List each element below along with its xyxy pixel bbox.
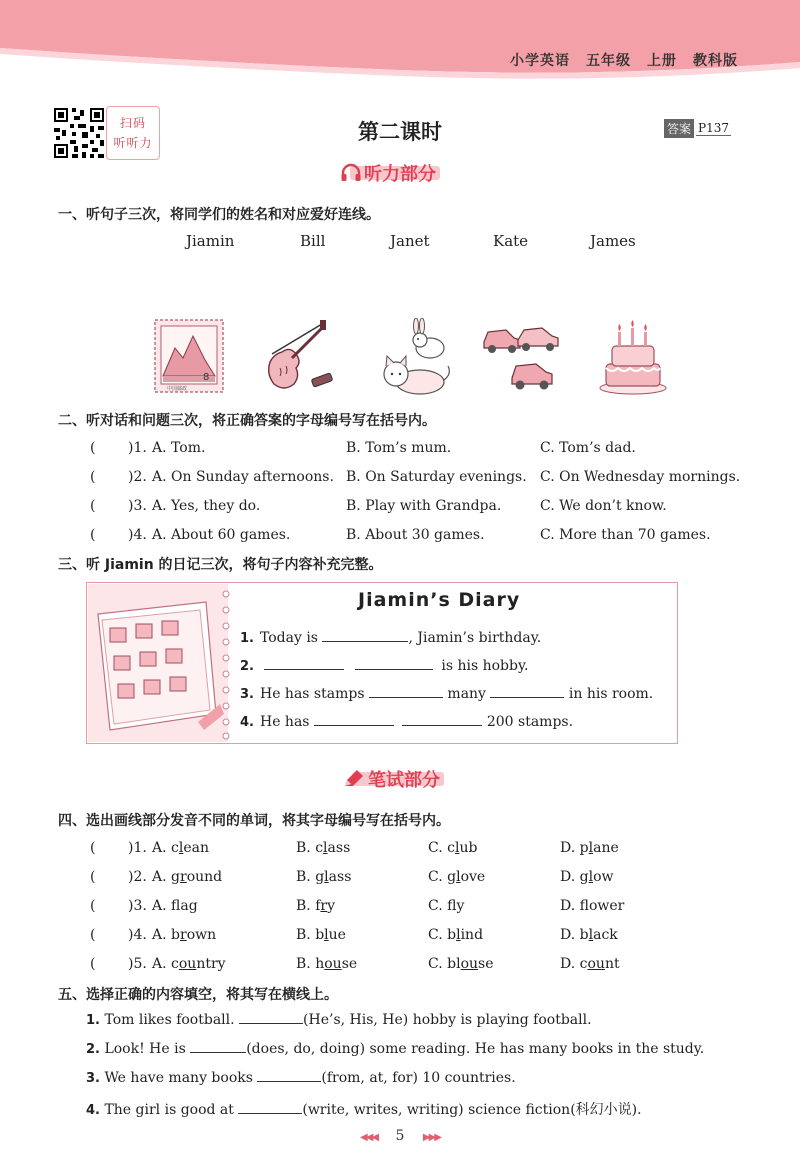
word-part: g xyxy=(447,869,457,885)
svg-text:中国邮政: 中国邮政 xyxy=(167,386,188,392)
line-text: in his room. xyxy=(568,686,654,702)
option-letter: C. xyxy=(428,840,448,856)
word-part: f xyxy=(171,898,181,914)
option-letter: C. xyxy=(428,956,448,972)
underlined-letters: l xyxy=(456,869,461,885)
q2-option: C. Tom’s dad. xyxy=(540,440,636,456)
q5-item-4 xyxy=(86,1099,642,1119)
line-text: He has xyxy=(259,714,310,730)
q4-paren[interactable]: ( xyxy=(90,956,96,972)
headphones-icon xyxy=(340,163,362,183)
volume-label: 上册 xyxy=(647,53,677,69)
writing-section-title xyxy=(342,766,440,792)
word-part: ub xyxy=(459,840,478,856)
line-text: , Jiamin’s birthday. xyxy=(408,630,542,646)
name-janet: Janet xyxy=(390,232,430,250)
item-text: We have many books xyxy=(104,1070,253,1086)
option-letter: C. xyxy=(428,927,448,943)
word-part: c xyxy=(447,840,455,856)
q5-heading: 五、选择正确的内容填空，将其写在横线上。 xyxy=(58,987,338,1003)
word-part: own xyxy=(186,927,217,943)
word-part: f xyxy=(579,898,589,914)
item-text: (He’s, His, He) hobby is playing football. xyxy=(303,1012,592,1028)
item-text: (write, writes, writing) science fiction(科幻小说). xyxy=(302,1102,642,1118)
q4-option xyxy=(560,898,624,914)
option-letter: A. xyxy=(152,840,172,856)
q2-option: A. About 60 games. xyxy=(152,527,291,543)
q2-option: A. On Sunday afternoons. xyxy=(152,469,334,485)
violin-image xyxy=(262,318,342,392)
word-part: bl xyxy=(447,956,461,972)
q2-paren[interactable]: ( xyxy=(90,440,96,456)
underlined-letters: l xyxy=(588,840,594,856)
q4-item-num: )2. xyxy=(128,869,147,885)
word-part: c xyxy=(171,840,179,856)
underlined-letters: ou xyxy=(460,956,479,972)
line-number: 3. xyxy=(240,687,254,702)
underlined-letters: l xyxy=(324,869,329,885)
cake-image xyxy=(598,318,668,396)
q4-item-num: )3. xyxy=(128,898,147,914)
q4-option xyxy=(560,869,614,885)
word-part: g xyxy=(579,869,589,885)
line-text: He has stamps xyxy=(259,686,365,702)
q4-option xyxy=(152,840,209,856)
answer-blank[interactable] xyxy=(239,1023,303,1024)
edition-label: 教科版 xyxy=(693,53,738,69)
q2-option: C. On Wednesday mornings. xyxy=(540,469,741,485)
q4-paren[interactable]: ( xyxy=(90,927,96,943)
word-part: g xyxy=(171,869,180,885)
answer-page: P137 xyxy=(698,121,729,135)
q4-option xyxy=(428,956,494,972)
q2-option: B. Tom’s mum. xyxy=(346,440,452,456)
item-text: Look! He is xyxy=(104,1041,186,1057)
word-part: ove xyxy=(460,869,486,885)
q3-heading: 三、听 Jiamin 的日记三次，将句子内容补充完整。 xyxy=(58,557,383,573)
q4-option xyxy=(296,956,357,972)
diary-line-2 xyxy=(240,658,528,674)
q5-item-2 xyxy=(86,1041,704,1057)
q4-heading: 四、选出画线部分发音不同的单词，将其字母编号写在括号内。 xyxy=(58,813,450,829)
word-part: y xyxy=(327,898,336,914)
word-part: f xyxy=(447,898,457,914)
q2-paren[interactable]: ( xyxy=(90,469,96,485)
q2-option: A. Tom. xyxy=(152,440,206,456)
option-letter: B. xyxy=(296,956,316,972)
name-bill: Bill xyxy=(300,232,326,250)
q4-option xyxy=(428,898,464,914)
svg-text:8: 8 xyxy=(203,372,210,383)
subject-label: 小学英语 xyxy=(510,53,570,69)
word-part: f xyxy=(315,898,321,914)
word-part: ass xyxy=(327,840,351,856)
underlined-letters: ou xyxy=(587,956,605,972)
q2-option: B. Play with Grandpa. xyxy=(346,498,502,514)
q4-item-num: )5. xyxy=(128,956,147,972)
answer-tag: 答案 xyxy=(664,119,694,138)
q4-paren[interactable]: ( xyxy=(90,898,96,914)
word-part: se xyxy=(341,956,358,972)
scan-label-line1: 扫码 xyxy=(119,116,146,130)
option-letter: A. xyxy=(152,927,172,943)
listening-section-label: 听力部分 xyxy=(364,164,436,185)
q4-option xyxy=(152,927,216,943)
q2-heading: 二、听对话和问题三次，将正确答案的字母编号写在括号内。 xyxy=(58,413,436,429)
pencil-icon xyxy=(342,769,364,789)
item-number: 3. xyxy=(86,1071,100,1086)
answer-blank[interactable] xyxy=(355,669,433,670)
stamp-album-image xyxy=(88,584,228,742)
q2-paren[interactable]: ( xyxy=(90,527,96,543)
word-part: b xyxy=(447,927,457,943)
option-letter: C. xyxy=(428,869,448,885)
word-part: c xyxy=(315,840,324,856)
item-text: Tom likes football. xyxy=(104,1012,235,1028)
word-part: ass xyxy=(328,869,352,885)
word-part: ower xyxy=(588,898,625,914)
line-text: many xyxy=(447,686,486,702)
option-letter: D. xyxy=(560,869,580,885)
q4-option xyxy=(152,898,198,914)
pets-image xyxy=(376,318,454,400)
item-text: (from, at, for) 10 countries. xyxy=(321,1070,516,1086)
q2-option: C. We don’t know. xyxy=(540,498,667,514)
answer-blank[interactable] xyxy=(257,1081,321,1082)
option-letter: A. xyxy=(152,956,172,972)
underlined-letters: l xyxy=(588,869,594,885)
name-kate: Kate xyxy=(493,232,529,250)
underlined-letters: l xyxy=(588,927,594,943)
word-part: h xyxy=(315,956,325,972)
diary-title: Jiamin’s Diary xyxy=(358,589,521,611)
q2-item-num: )1. xyxy=(128,440,147,456)
word-part: b xyxy=(315,927,325,943)
underlined-letters: r xyxy=(320,898,328,914)
option-letter: C. xyxy=(428,898,448,914)
underlined-letters: l xyxy=(323,840,328,856)
q4-option xyxy=(296,869,351,885)
diary-line-3 xyxy=(240,686,653,702)
q4-option xyxy=(560,840,619,856)
q4-item-num: )1. xyxy=(128,840,147,856)
word-part: p xyxy=(579,840,589,856)
word-part: ind xyxy=(460,927,484,943)
option-letter: D. xyxy=(560,898,580,914)
q5-item-1 xyxy=(86,1012,592,1028)
line-number: 1. xyxy=(240,631,254,646)
grade-label: 五年级 xyxy=(586,53,631,69)
q4-option xyxy=(296,840,350,856)
underlined-letters: l xyxy=(178,840,184,856)
line-text: Today is xyxy=(259,630,318,646)
word-part: b xyxy=(579,927,589,943)
q2-item-num: )4. xyxy=(128,527,147,543)
page-title: 第二课时 xyxy=(358,120,442,144)
q4-option xyxy=(428,927,483,943)
underlined-letters: ou xyxy=(178,956,197,972)
option-letter: B. xyxy=(296,898,316,914)
q4-option xyxy=(560,956,620,972)
word-part: ack xyxy=(593,927,618,943)
q4-paren[interactable]: ( xyxy=(90,840,96,856)
option-letter: A. xyxy=(152,898,172,914)
item-text: (does, do, doing) some reading. He has many books in the study. xyxy=(246,1041,705,1057)
q2-option: A. Yes, they do. xyxy=(152,498,261,514)
option-letter: B. xyxy=(296,869,316,885)
writing-section-label: 笔试部分 xyxy=(368,770,440,791)
line-number: 2. xyxy=(240,659,254,674)
q2-option: B. About 30 games. xyxy=(346,527,485,543)
line-text: 200 stamps. xyxy=(486,714,574,730)
word-part: c xyxy=(579,956,588,972)
next-arrows-icon: ▶▶▶ xyxy=(422,1132,440,1143)
binding-holes xyxy=(221,586,231,742)
option-letter: A. xyxy=(152,869,172,885)
underlined-letters: r xyxy=(179,869,187,885)
word-part: ound xyxy=(186,869,223,885)
page-number: 5 xyxy=(395,1128,405,1144)
underlined-letters: r xyxy=(179,927,187,943)
q2-option: C. More than 70 games. xyxy=(540,527,711,543)
item-number: 1. xyxy=(86,1013,100,1028)
q1-heading: 一、听句子三次，将同学们的姓名和对应爱好连线。 xyxy=(58,207,380,223)
toy-cars-image xyxy=(480,318,564,394)
book-info xyxy=(494,50,738,70)
word-part: ue xyxy=(328,927,346,943)
word-part: nt xyxy=(604,956,620,972)
q4-option xyxy=(296,927,346,943)
item-number: 2. xyxy=(86,1042,100,1057)
answer-blank[interactable] xyxy=(490,697,564,698)
option-letter: B. xyxy=(296,927,316,943)
diary-line-1 xyxy=(240,630,541,646)
stamp-image xyxy=(153,318,225,394)
option-letter: D. xyxy=(560,927,580,943)
q4-option xyxy=(296,898,335,914)
underlined-letters: ou xyxy=(324,956,342,972)
word-part: ane xyxy=(593,840,619,856)
underlined-letters: l xyxy=(324,927,329,943)
word-part: y xyxy=(456,898,465,914)
scan-label-line2: 听听力 xyxy=(113,136,153,150)
q2-item-num: )2. xyxy=(128,469,147,485)
q2-item-num: )3. xyxy=(128,498,147,514)
q4-option xyxy=(152,956,226,972)
q4-option xyxy=(428,869,485,885)
word-part: ow xyxy=(593,869,614,885)
option-letter: D. xyxy=(560,840,580,856)
option-letter: B. xyxy=(296,840,316,856)
q5-item-3 xyxy=(86,1070,516,1086)
word-part: ntry xyxy=(196,956,226,972)
word-part: ag xyxy=(180,898,198,914)
item-text: The girl is good at xyxy=(104,1102,234,1118)
item-number: 4. xyxy=(86,1103,100,1118)
answer-blank[interactable] xyxy=(402,725,482,726)
q4-paren[interactable]: ( xyxy=(90,869,96,885)
name-jiamin: Jiamin xyxy=(186,232,235,250)
answer-blank[interactable] xyxy=(322,641,408,642)
prev-arrows-icon: ◀◀◀ xyxy=(360,1132,378,1143)
word-part: g xyxy=(315,869,325,885)
q4-item-num: )4. xyxy=(128,927,147,943)
q2-paren[interactable]: ( xyxy=(90,498,96,514)
q4-option xyxy=(428,840,477,856)
name-james: James xyxy=(590,232,636,250)
answer-blank[interactable] xyxy=(264,669,344,670)
q4-option xyxy=(152,869,222,885)
answer-reference xyxy=(664,119,731,138)
word-part: ean xyxy=(183,840,209,856)
option-letter: D. xyxy=(560,956,580,972)
line-text: is his hobby. xyxy=(441,658,529,674)
answer-blank[interactable] xyxy=(238,1113,302,1114)
diary-line-4 xyxy=(240,714,573,730)
answer-blank[interactable] xyxy=(190,1052,246,1053)
word-part: se xyxy=(478,956,494,972)
q4-option xyxy=(560,927,618,943)
word-part: b xyxy=(171,927,180,943)
q2-option: B. On Saturday evenings. xyxy=(346,469,527,485)
listening-section-title xyxy=(340,160,436,186)
underlined-letters: l xyxy=(456,927,461,943)
page-footer xyxy=(0,1128,800,1144)
line-number: 4. xyxy=(240,715,254,730)
answer-blank[interactable] xyxy=(369,697,443,698)
answer-blank[interactable] xyxy=(314,725,394,726)
word-part: c xyxy=(171,956,179,972)
underlined-letters: l xyxy=(454,840,460,856)
